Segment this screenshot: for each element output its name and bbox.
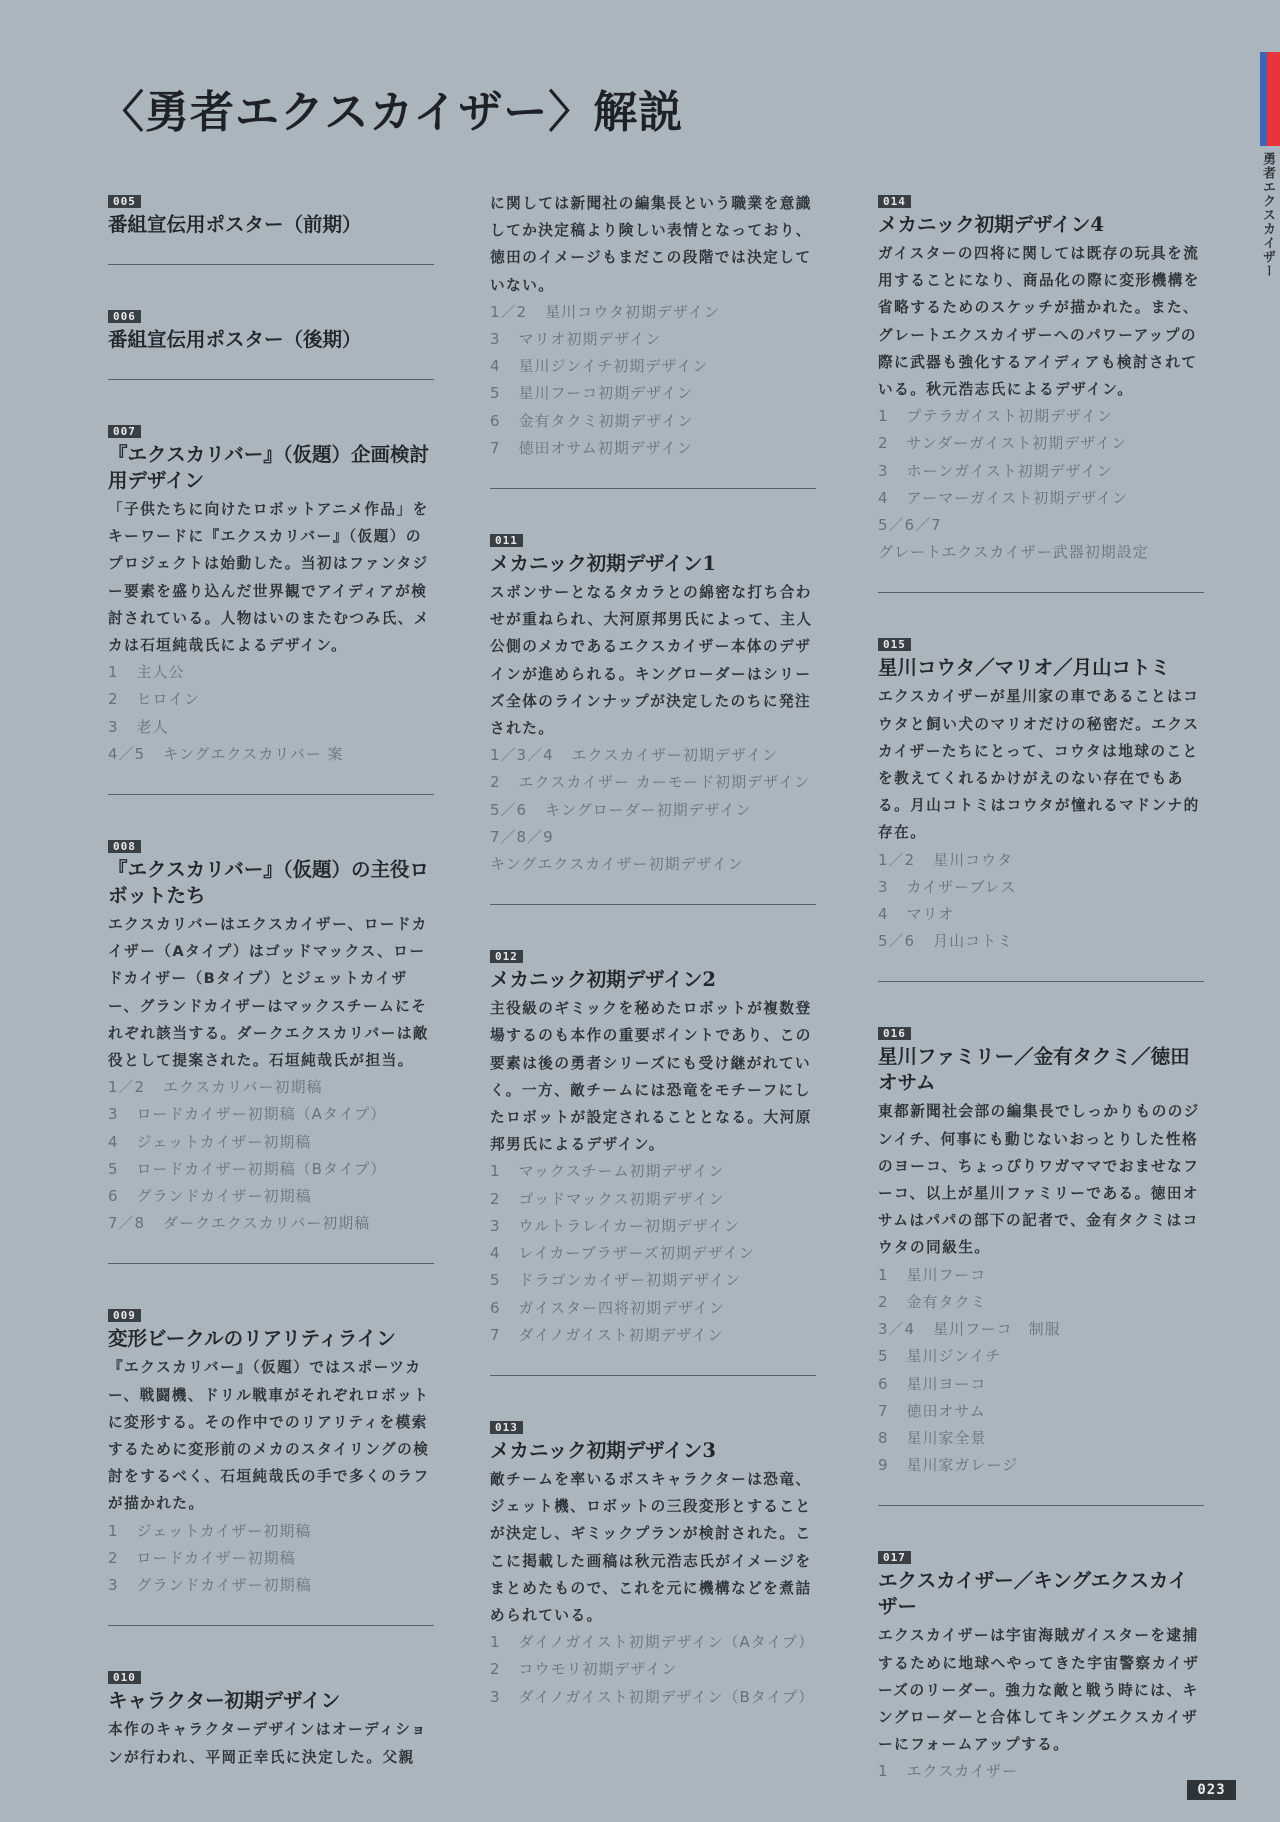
section-number-badge: 010: [108, 1671, 141, 1684]
section-divider: [490, 488, 816, 489]
caption-text: キングエクスカイザー初期デザイン: [490, 855, 744, 874]
caption-number: 1: [878, 1265, 889, 1284]
caption-number: 5: [878, 1347, 889, 1366]
caption-item: [878, 1316, 1204, 1343]
caption-number: 7／8: [108, 1214, 146, 1233]
section-title: 『エクスカリバー』（仮題）企画検討用デザイン: [108, 443, 429, 492]
caption-text: 金有タクミ初期デザイン: [518, 411, 694, 430]
caption-text: 星川フーコ 制服: [933, 1320, 1061, 1339]
caption-item: [108, 1572, 434, 1599]
section-number-badge: 012: [490, 950, 523, 963]
caption-item: [490, 380, 816, 407]
caption-list: [490, 299, 816, 462]
caption-list: [108, 1074, 434, 1237]
caption-number: 5／6: [878, 932, 916, 951]
caption-number: 1: [878, 407, 889, 426]
caption-number: 8: [878, 1428, 889, 1447]
caption-item: [490, 1240, 816, 1267]
section: [108, 190, 434, 238]
section-title: 星川コウタ／マリオ／月山コトミ: [878, 656, 1171, 680]
caption-text: ジェットカイザー初期稿: [136, 1521, 312, 1540]
caption-text: ホーンガイスト初期デザイン: [906, 461, 1113, 480]
section: [490, 529, 816, 878]
caption-number: 1: [490, 1162, 501, 1181]
caption-text: ロードカイザー初期稿: [136, 1548, 296, 1567]
column-1: [108, 190, 434, 1771]
caption-item: [490, 408, 816, 435]
caption-number: 3: [490, 1687, 501, 1706]
section: [108, 305, 434, 353]
section-number-badge: 015: [878, 638, 911, 651]
caption-item: [878, 901, 1204, 928]
section-body: 東都新聞社会部の編集長でしっかりもののジンイチ、何事にも動じないおっとりした性格のヨーコ、ちょっぴりワガママでおませなフーコ、以上が星川ファミリーである。徳田オサムはパパの部下の記者で、金有タクミはコウタの同級生。: [878, 1103, 1200, 1257]
caption-list: [878, 403, 1204, 566]
section: [490, 1416, 816, 1711]
caption-number: 1／2: [878, 850, 916, 869]
caption-text: 星川フーコ初期デザイン: [518, 384, 694, 403]
section-body: に関しては新聞社の編集長という職業を意識してか決定稿より険しい表情となっており、徳田のイメージもまだこの段階では決定していない。: [490, 195, 812, 294]
caption-number: 5: [108, 1159, 119, 1178]
caption-item: [490, 824, 816, 878]
caption-number: 4: [490, 357, 501, 376]
caption-text: 星川家ガレージ: [906, 1456, 1019, 1475]
caption-text: 星川コウタ初期デザイン: [545, 302, 720, 321]
caption-number: 6: [108, 1187, 119, 1206]
caption-number: 9: [878, 1456, 889, 1475]
caption-list: [490, 742, 816, 878]
section-body: 『エクスカリバー』（仮題）ではスポーツカー、戦闘機、ドリル戦車がそれぞれロボットに変形する。その作中でのリアリティを模索するために変形前のメカのスタイリングの検討をするべく、石垣純哉氏の手で多くのラフが描かれた。: [108, 1359, 430, 1513]
section-number-badge: 006: [108, 310, 141, 323]
caption-number: 7: [490, 1325, 501, 1344]
caption-number: 3: [490, 1216, 501, 1235]
section-divider: [108, 1625, 434, 1626]
caption-item: [490, 1295, 816, 1322]
caption-text: 星川家全景: [906, 1428, 987, 1447]
section-divider: [108, 379, 434, 380]
caption-text: ダイノガイスト初期デザイン: [518, 1325, 724, 1344]
caption-text: レイカーブラザーズ初期デザイン: [518, 1244, 755, 1263]
caption-item: [878, 512, 1204, 566]
caption-text: マリオ初期デザイン: [518, 330, 662, 349]
caption-text: サンダーガイスト初期デザイン: [906, 434, 1128, 453]
caption-number: 7: [490, 438, 501, 457]
chapter-tab-color-bar: [1260, 52, 1280, 146]
caption-item: [108, 1129, 434, 1156]
caption-text: マリオ: [906, 905, 955, 924]
caption-number: 2: [878, 434, 889, 453]
caption-number: 3: [108, 1576, 119, 1595]
caption-text: エクスカリバー初期稿: [163, 1078, 323, 1097]
caption-item: [878, 1758, 1204, 1785]
caption-text: 主人公: [136, 663, 185, 682]
caption-item: [878, 1452, 1204, 1479]
caption-text: 星川ヨーコ: [906, 1374, 987, 1393]
caption-number: 2: [490, 1189, 501, 1208]
caption-number: 4／5: [108, 744, 146, 763]
section: [878, 1546, 1204, 1785]
caption-item: [108, 714, 434, 741]
caption-item: [878, 874, 1204, 901]
caption-text: ゴッドマックス初期デザイン: [518, 1189, 725, 1208]
caption-text: 徳田オサム初期デザイン: [518, 438, 693, 457]
caption-number: 5: [490, 384, 501, 403]
section-title: メカニック初期デザイン4: [878, 213, 1104, 236]
section-number-badge: 005: [108, 195, 141, 208]
caption-list: [878, 1262, 1204, 1480]
caption-number: 1: [490, 1633, 501, 1652]
caption-number: 1／3／4: [490, 746, 554, 765]
caption-text: エクスカイザー初期デザイン: [571, 746, 778, 765]
caption-text: プテラガイスト初期デザイン: [906, 407, 1113, 426]
section-body: スポンサーとなるタカラとの綿密な打ち合わせが重ねられ、大河原邦男氏によって、主人公側のメカであるエクスカイザー本体のデザインが進められる。キングローダーはシリーズ全体のラインナップが決定したのちに発注された。: [490, 584, 813, 738]
section-number-badge: 014: [878, 195, 911, 208]
caption-list: [490, 1158, 816, 1348]
section-body: 敵チームを率いるボスキャラクターは恐竜、ジェット機、ロボットの三段変形とすることが決定し、ギミックプランが検討された。ここに掲載した画稿は秋元浩志氏がイメージをまとめたもので、これを元に機構などを煮詰められている。: [490, 1470, 812, 1624]
caption-item: [490, 769, 816, 796]
caption-list: [108, 659, 434, 768]
caption-text: ダイノガイスト初期デザイン（Aタイプ）: [518, 1633, 815, 1652]
section-title: メカニック初期デザイン2: [490, 968, 716, 992]
caption-text: ロードカイザー初期稿（Aタイプ）: [136, 1105, 387, 1124]
caption-number: 2: [878, 1292, 889, 1311]
caption-text: ガイスター四将初期デザイン: [518, 1298, 725, 1317]
caption-item: [490, 299, 816, 326]
caption-item: [490, 1267, 816, 1294]
section-title: エクスカイザー／キングエクスカイザー: [878, 1569, 1188, 1619]
section-title: 『エクスカリバー』（仮題）の主役ロボットたち: [108, 858, 429, 908]
section: [490, 190, 816, 462]
caption-item: [490, 1684, 816, 1711]
caption-text: マックスチーム初期デザイン: [518, 1162, 725, 1181]
caption-number: 1／2: [490, 302, 528, 321]
caption-item: [490, 435, 816, 462]
section: [878, 633, 1204, 955]
section-divider: [878, 1505, 1204, 1506]
caption-text: カイザーブレス: [906, 877, 1017, 896]
caption-item: [878, 1289, 1204, 1316]
caption-number: 3: [108, 1105, 119, 1124]
caption-number: 6: [878, 1374, 889, 1393]
caption-item: [878, 1371, 1204, 1398]
caption-item: [490, 1656, 816, 1683]
caption-item: [108, 1101, 434, 1128]
page-number: 023: [1187, 1780, 1236, 1800]
section-divider: [108, 794, 434, 795]
section-number-badge: 013: [490, 1421, 523, 1434]
caption-number: 5: [490, 1271, 501, 1290]
caption-list: [878, 1758, 1204, 1785]
caption-number: 7／8／9: [490, 827, 554, 846]
caption-number: 4: [490, 1244, 501, 1263]
section: [108, 1304, 434, 1599]
caption-item: [108, 1545, 434, 1572]
caption-item: [878, 485, 1204, 512]
section-title: 星川ファミリー／金有タクミ／徳田オサム: [878, 1045, 1190, 1095]
caption-item: [490, 742, 816, 769]
caption-text: 老人: [136, 717, 169, 736]
section-title: キャラクター初期デザイン: [108, 1689, 341, 1713]
caption-item: [108, 1518, 434, 1545]
caption-item: [490, 353, 816, 380]
caption-number: 2: [108, 690, 119, 709]
caption-item: [108, 659, 434, 686]
section-divider: [490, 1375, 816, 1376]
section-title: メカニック初期デザイン1: [490, 552, 716, 576]
caption-number: 4: [108, 1132, 119, 1151]
section-title: メカニック初期デザイン3: [490, 1438, 716, 1462]
section-body: 主役級のギミックを秘めたロボットが複数登場するのも本作の重要ポイントであり、この要素は後の勇者シリーズにも受け継がれていく。一方、敵チームには恐竜をモチーフにしたロボットが設定されることとなる。大河原邦男氏によるデザイン。: [490, 1000, 812, 1154]
caption-number: 2: [108, 1548, 119, 1567]
caption-number: 6: [490, 411, 501, 430]
caption-number: 2: [490, 1660, 501, 1679]
caption-number: 1／2: [108, 1078, 146, 1097]
caption-item: [490, 1158, 816, 1185]
caption-text: 金有タクミ: [906, 1292, 987, 1311]
caption-number: 3／4: [878, 1320, 916, 1339]
caption-item: [108, 1156, 434, 1183]
caption-item: [878, 458, 1204, 485]
section-title: 番組宣伝用ポスター（前期）: [108, 213, 362, 236]
caption-item: [108, 1183, 434, 1210]
caption-item: [878, 847, 1204, 874]
caption-item: [490, 797, 816, 824]
caption-text: 星川ジンイチ: [906, 1347, 1002, 1366]
column-2: [490, 188, 816, 1711]
caption-item: [878, 1343, 1204, 1370]
caption-item: [108, 1074, 434, 1101]
caption-number: 1: [108, 663, 119, 682]
caption-item: [878, 403, 1204, 430]
caption-number: 3: [878, 461, 889, 480]
section: [878, 1022, 1204, 1479]
caption-item: [878, 1398, 1204, 1425]
caption-item: [490, 1186, 816, 1213]
caption-item: [878, 430, 1204, 457]
caption-item: [108, 686, 434, 713]
section: [108, 835, 434, 1237]
section-title: 変形ビークルのリアリティライン: [108, 1327, 396, 1351]
caption-item: [490, 1213, 816, 1240]
caption-number: 2: [490, 773, 501, 792]
caption-text: ヒロイン: [136, 690, 201, 709]
caption-item: [108, 741, 434, 768]
caption-number: 1: [878, 1762, 889, 1781]
caption-text: キングエクスカリバー 案: [163, 744, 344, 763]
section-number-badge: 007: [108, 425, 141, 438]
caption-text: ダークエクスカリバー初期稿: [163, 1214, 371, 1233]
section-title: 番組宣伝用ポスター（後期）: [108, 328, 362, 351]
section-body: エクスカリバーはエクスカイザー、ロードカイザー（Aタイプ）はゴッドマックス、ロードカイザー（Bタイプ）とジェットカイザー、グランドカイザーはマックスチームにそれぞれ該当する。ダークエクスカリバーは敵役として提案された。石垣純哉氏が担当。: [108, 916, 430, 1070]
caption-item: [878, 1425, 1204, 1452]
caption-text: 星川フーコ: [906, 1265, 987, 1284]
caption-number: 3: [108, 717, 119, 736]
section-body: エクスカイザーが星川家の車であることはコウタと飼い犬のマリオだけの秘密だ。エクスカイザーたちにとって、コウタは地球のことを教えてくれるかけがえのない存在でもある。月山コトミはコウタが憧れるマドンナ的存在。: [878, 688, 1200, 842]
section-number-badge: 011: [490, 534, 523, 547]
caption-item: [490, 326, 816, 353]
section-number-badge: 017: [878, 1551, 911, 1564]
caption-number: 6: [490, 1298, 501, 1317]
caption-text: ダイノガイスト初期デザイン（Bタイプ）: [518, 1687, 815, 1706]
page-title: 〈勇者エクスカイザー〉解説: [100, 87, 684, 138]
section-divider: [108, 1263, 434, 1264]
caption-text: グランドカイザー初期稿: [136, 1576, 312, 1595]
caption-text: コウモリ初期デザイン: [518, 1660, 678, 1679]
section-divider: [490, 904, 816, 905]
caption-text: ジェットカイザー初期稿: [136, 1132, 312, 1151]
section: [878, 190, 1204, 566]
caption-item: [108, 1210, 434, 1237]
section-number-badge: 008: [108, 840, 141, 853]
caption-list: [878, 847, 1204, 956]
caption-text: 星川コウタ: [933, 850, 1013, 869]
section-divider: [108, 264, 434, 265]
caption-number: 1: [108, 1521, 119, 1540]
caption-item: [878, 928, 1204, 955]
caption-number: 7: [878, 1401, 889, 1420]
caption-list: [490, 1629, 816, 1711]
caption-list: [108, 1518, 434, 1600]
caption-number: 4: [878, 905, 889, 924]
caption-text: 徳田オサム: [906, 1401, 986, 1420]
caption-text: エクスカイザー: [906, 1762, 1018, 1781]
caption-text: ドラゴンカイザー初期デザイン: [518, 1271, 742, 1290]
section-divider: [878, 981, 1204, 982]
section: [108, 420, 434, 768]
section-body: 「子供たちに向けたロボットアニメ作品」をキーワードに『エクスカリバー』（仮題）のプロジェクトは始動した。当初はファンタジー要素を盛り込んだ世界観でアイディアが検討されている。人物はいのまたむつみ氏、メカは石垣純哉氏によるデザイン。: [108, 501, 430, 655]
section-number-badge: 016: [878, 1027, 911, 1040]
caption-text: 星川ジンイチ初期デザイン: [518, 357, 709, 376]
section-body: ガイスターの四将に関しては既存の玩具を流用することになり、商品化の際に変形機構を省略するためのスケッチが描かれた。また、グレートエクスカイザーへのパワーアップの際に武器も強化するアイディアも検討されている。秋元浩志氏によるデザイン。: [878, 245, 1200, 399]
side-chapter-label: 勇者エクスカイザー: [1260, 152, 1275, 278]
section-body: 本作のキャラクターデザインはオーディションが行われ、平岡正幸氏に決定した。父親: [108, 1721, 428, 1766]
caption-text: ウルトラレイカー初期デザイン: [518, 1216, 740, 1235]
caption-text: ロードカイザー初期稿（Bタイプ）: [136, 1159, 387, 1178]
caption-number: 4: [878, 488, 889, 507]
caption-text: アーマーガイスト初期デザイン: [906, 488, 1129, 507]
caption-number: 5／6: [490, 800, 528, 819]
caption-number: 3: [490, 330, 501, 349]
section-body: エクスカイザーは宇宙海賊ガイスターを逮捕するために地球へやってきた宇宙警察カイザーズのリーダー。強力な敵と戦う時には、キングローダーと合体してキングエクスカイザーにフォームアップする。: [878, 1627, 1200, 1754]
section: [490, 945, 816, 1349]
caption-item: [878, 1262, 1204, 1289]
caption-text: グレートエクスカイザー武器初期設定: [878, 543, 1149, 562]
caption-text: グランドカイザー初期稿: [136, 1187, 312, 1206]
caption-number: 3: [878, 877, 889, 896]
caption-number: 5／6／7: [878, 516, 942, 535]
caption-text: キングローダー初期デザイン: [545, 800, 752, 819]
section: [108, 1666, 434, 1770]
caption-item: [490, 1629, 816, 1656]
caption-text: 月山コトミ: [933, 932, 1014, 951]
column-3: [878, 190, 1204, 1786]
section-number-badge: 009: [108, 1309, 141, 1322]
caption-item: [490, 1322, 816, 1349]
section-divider: [878, 592, 1204, 593]
caption-text: エクスカイザー カーモード初期デザイン: [518, 773, 811, 792]
